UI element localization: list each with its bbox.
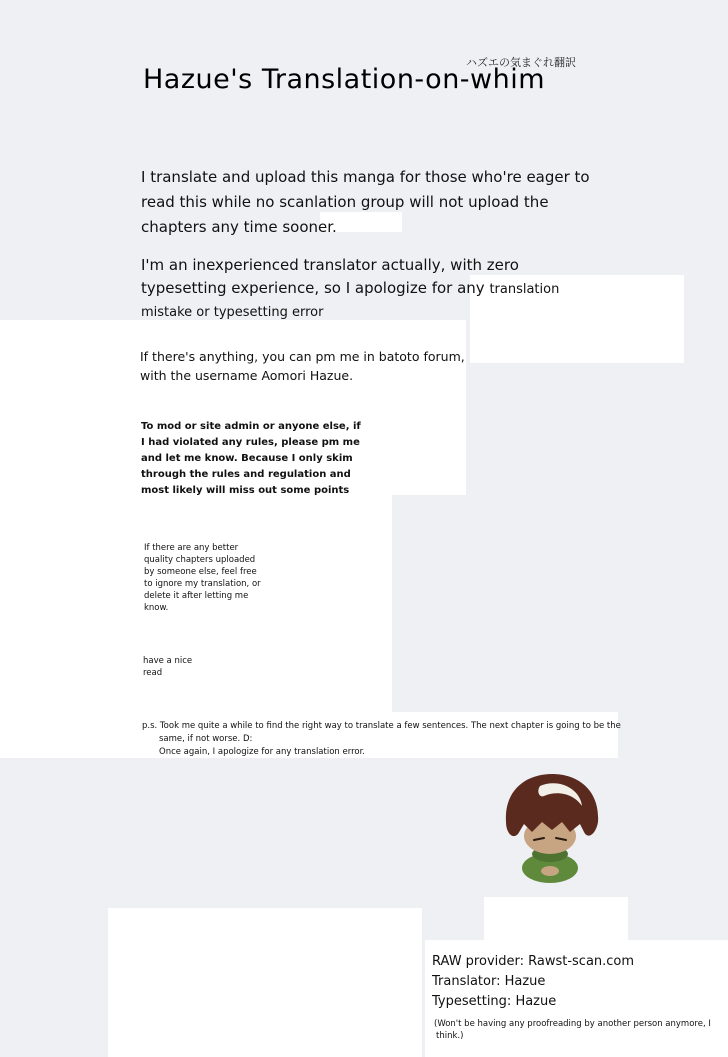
contact-paragraph: [140, 347, 465, 385]
contact-line: with the username Aomori Hazue.: [140, 368, 354, 383]
credits-block: [432, 952, 634, 1012]
whiteout-patch: [108, 908, 422, 1057]
whiteout-patch: [484, 897, 628, 941]
raw-provider-credit: RAW provider: Rawst-scan.com: [432, 954, 635, 969]
mascot-hands: [541, 866, 559, 876]
chibi-mascot-illustration: [500, 770, 604, 886]
better-quality-line: by someone else, feel free: [144, 567, 257, 577]
japanese-subtitle: ハズエの気まぐれ翻訳: [466, 56, 576, 69]
better-quality-line: quality chapters uploaded: [144, 555, 256, 565]
admin-line: To mod or site admin or anyone else, if: [141, 421, 361, 432]
apology-text: translation: [489, 282, 560, 297]
better-quality-line: delete it after letting me: [144, 591, 249, 601]
better-quality-line: to ignore my translation, or: [144, 579, 261, 589]
better-quality-paragraph: [144, 542, 261, 614]
better-quality-line: know.: [144, 603, 169, 613]
admin-paragraph: [141, 419, 361, 499]
admin-line: and let me know. Because I only skim: [141, 453, 353, 464]
apology-paragraph: [141, 254, 559, 324]
ps-line: Once again, I apologize for any translation error.: [159, 747, 365, 757]
apology-line: mistake or typesetting error: [141, 305, 324, 320]
page-title: Hazue's Translation-on-whim: [143, 64, 546, 95]
apology-line: I'm an inexperienced translator actually, with zero: [141, 256, 519, 274]
ps-paragraph: [142, 720, 621, 759]
proofreading-note-line: (Won't be having any proofreading by another person anymore, I: [434, 1019, 711, 1029]
nice-read-line: read: [143, 668, 163, 678]
intro-line: read this while no scanlation group will not upload the: [141, 193, 549, 211]
admin-line: I had violated any rules, please pm me: [141, 437, 360, 448]
apology-line: [141, 277, 559, 301]
proofreading-note-line: think.): [436, 1031, 464, 1041]
intro-line: chapters any time sooner.: [141, 218, 337, 236]
contact-line: If there's anything, you can pm me in batoto forum,: [140, 349, 465, 364]
nice-read-line: have a nice: [143, 656, 193, 666]
intro-paragraph: [141, 165, 590, 240]
typesetting-credit: Typesetting: Hazue: [432, 994, 557, 1009]
translator-credit: Translator: Hazue: [432, 974, 546, 989]
admin-line: most likely will miss out some points: [141, 485, 350, 496]
nice-read-paragraph: [143, 655, 192, 679]
intro-line: I translate and upload this manga for those who're eager to: [141, 168, 590, 186]
apology-text: typesetting experience, so I apologize for any: [141, 279, 490, 297]
proofreading-note: [434, 1018, 711, 1042]
ps-line: p.s. Took me quite a while to find the right way to translate a few sentences. The next chapter is going to be the: [142, 721, 621, 731]
admin-line: through the rules and regulation and: [141, 469, 351, 480]
better-quality-line: If there are any better: [144, 543, 239, 553]
ps-line: same, if not worse. D:: [159, 734, 253, 744]
